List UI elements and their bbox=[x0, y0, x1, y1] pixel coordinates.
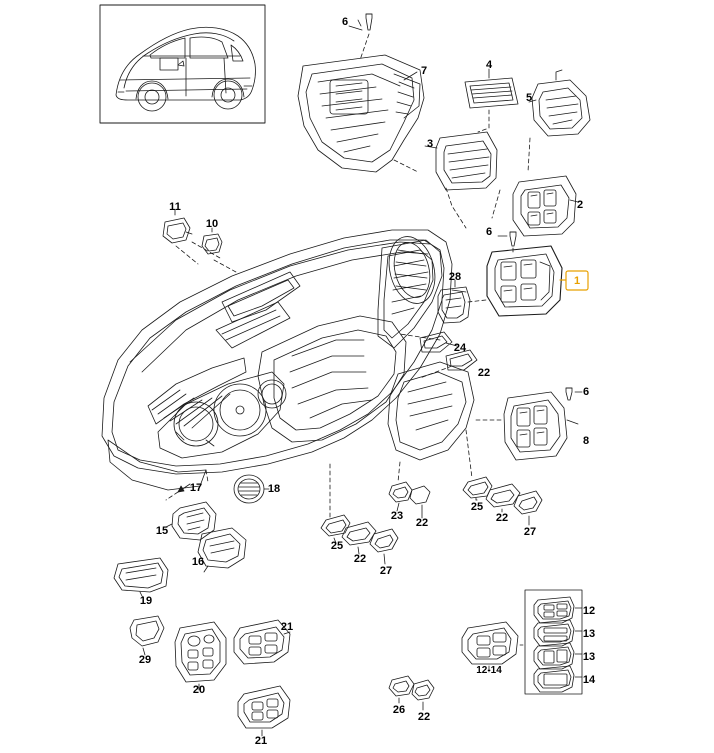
callout-1-highlighted: 1 bbox=[573, 275, 581, 287]
callout-22-a: 22 bbox=[477, 367, 491, 379]
callout-6-b: 6 bbox=[485, 226, 493, 238]
callout-8: 8 bbox=[582, 435, 590, 447]
callout-28: 28 bbox=[448, 271, 462, 283]
callout-17: 17 bbox=[189, 482, 203, 494]
callout-18: 18 bbox=[267, 483, 281, 495]
callout-21-a: 21 bbox=[280, 621, 294, 633]
callout-11: 11 bbox=[169, 201, 181, 213]
callout-21-b: 21 bbox=[254, 735, 268, 747]
callout-12: 12 bbox=[582, 605, 596, 617]
callout-22-c: 22 bbox=[495, 512, 509, 524]
callout-13-b: 13 bbox=[582, 651, 596, 663]
callout-22-e: 22 bbox=[417, 711, 431, 723]
callout-6-c: 6 bbox=[582, 386, 590, 398]
callout-25-b: 25 bbox=[330, 540, 344, 552]
callout-4: 4 bbox=[485, 59, 493, 71]
callout-2: 2 bbox=[576, 199, 584, 211]
callout-27-a: 27 bbox=[523, 526, 537, 538]
callout-19: 19 bbox=[139, 595, 153, 607]
callout-26: 26 bbox=[392, 704, 406, 716]
callout-27-b: 27 bbox=[379, 565, 393, 577]
callout-25-a: 25 bbox=[470, 501, 484, 513]
vehicle-thumbnail bbox=[100, 5, 265, 123]
callout-29: 29 bbox=[138, 654, 152, 666]
callout-15: 15 bbox=[155, 525, 169, 537]
callout-3: 3 bbox=[426, 138, 434, 150]
callout-13-a: 13 bbox=[582, 628, 596, 640]
callout-7: 7 bbox=[420, 65, 428, 77]
callout-20: 20 bbox=[192, 684, 206, 696]
legend-switch-box bbox=[525, 590, 582, 694]
callout-22-b: 22 bbox=[415, 517, 429, 529]
callout-24: 24 bbox=[453, 342, 467, 354]
callout-6-a: 6 bbox=[341, 16, 349, 28]
callout-14: 14 bbox=[582, 674, 596, 686]
callout-5: 5 bbox=[525, 92, 533, 104]
callout-23: 23 bbox=[390, 510, 404, 522]
callout-22-d: 22 bbox=[353, 553, 367, 565]
callout-16: 16 bbox=[191, 556, 205, 568]
callout-10: 10 bbox=[205, 218, 219, 230]
callout-12-14: 12-14 bbox=[476, 665, 502, 676]
